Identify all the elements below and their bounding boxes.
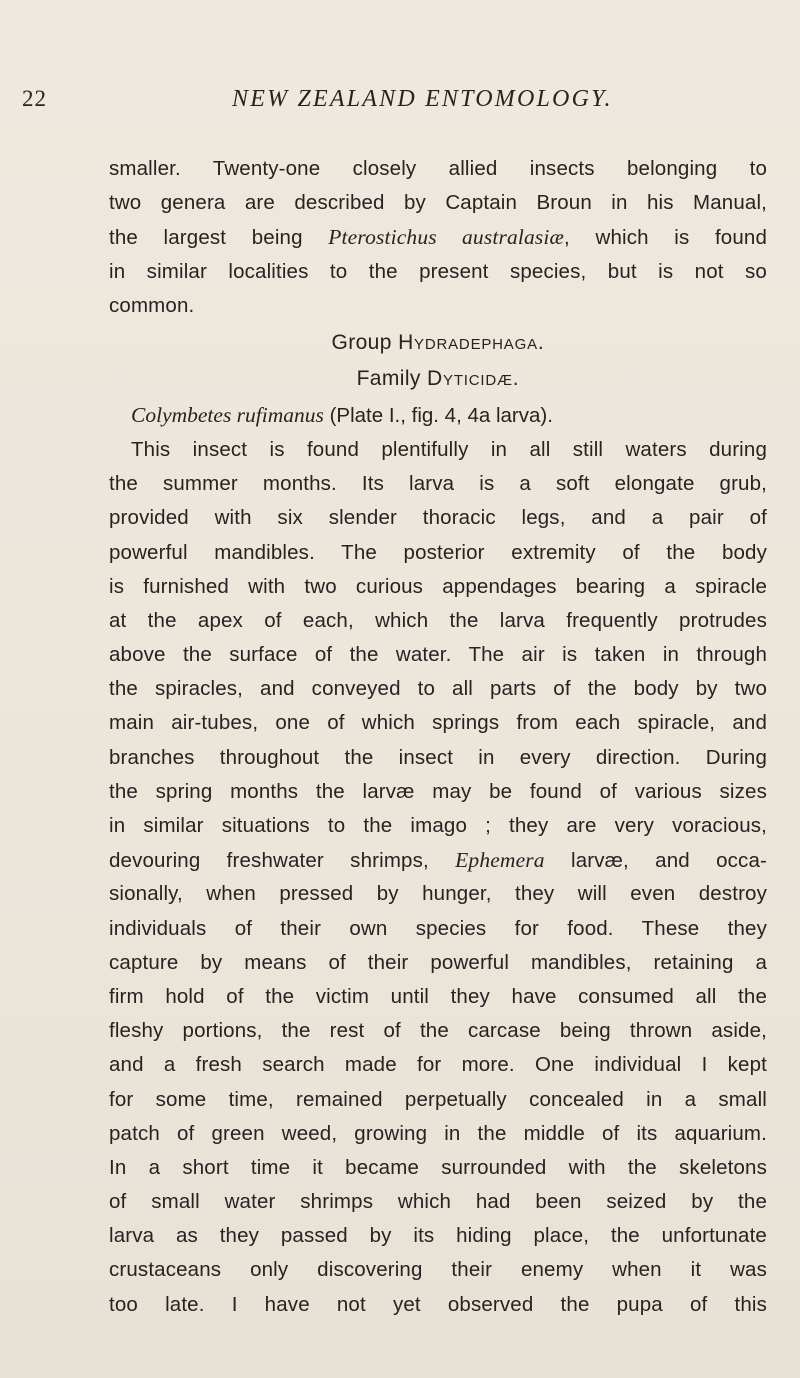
page-number: 22 bbox=[22, 86, 47, 111]
species-name-italic: Pterostichus australasiæ bbox=[328, 225, 565, 250]
plate-reference: (Plate I., fig. 4, 4a larva). bbox=[323, 403, 553, 427]
text-line: is furnished with two curious appendages bearing a spiracle bbox=[109, 574, 767, 598]
text-line: for some time, remained perpetually concealed in a small bbox=[109, 1087, 767, 1111]
text-line: in similar localities to the present species, but is not so bbox=[109, 259, 767, 283]
text-line: capture by means of their powerful mandibles, retaining a bbox=[109, 950, 767, 974]
text-line: main air-tubes, one of which springs from each spiracle, and bbox=[109, 711, 767, 735]
main-paragraph bbox=[109, 433, 767, 1322]
intro-paragraph bbox=[109, 152, 767, 323]
text-line: firm hold of the victim until they have consumed all the bbox=[109, 984, 767, 1008]
text-line: too late. I have not yet observed the pupa of this bbox=[109, 1292, 767, 1316]
species-name: Colymbetes rufimanus bbox=[131, 402, 324, 427]
text-line: larva as they passed by its hiding place, the unfortunate bbox=[109, 1224, 767, 1248]
text-line: of small water shrimps which had been seized by the bbox=[109, 1190, 767, 1214]
text-line: two genera are described by Captain Broun in his Manual, bbox=[109, 191, 767, 215]
text-line: in similar situations to the imago ; they are very voracious, bbox=[109, 814, 767, 837]
family-heading bbox=[109, 361, 767, 397]
text-line: individuals of their own species for food. These they bbox=[109, 916, 767, 940]
species-heading bbox=[109, 397, 767, 433]
genus-name-italic: Ephemera bbox=[455, 848, 545, 873]
text-line: patch of green weed, growing in the middle of its aquarium. bbox=[109, 1121, 767, 1145]
text-line bbox=[109, 220, 767, 254]
family-name: Dyticidæ. bbox=[427, 366, 520, 390]
group-name: Hydradephaga. bbox=[398, 330, 545, 354]
text-line: crustaceans only discovering their enemy when it was bbox=[109, 1258, 767, 1282]
text-line: the summer months. Its larva is a soft elongate grub, bbox=[109, 472, 767, 496]
text-run: devouring freshwater shrimps, bbox=[109, 849, 456, 873]
text-line: above the surface of the water. The air is taken in through bbox=[109, 643, 767, 667]
text-line: sionally, when pressed by hunger, they will even destroy bbox=[109, 882, 767, 906]
group-label: Group bbox=[331, 330, 392, 354]
running-title: NEW ZEALAND ENTOMOLOGY. bbox=[232, 86, 613, 112]
group-heading bbox=[109, 325, 767, 361]
text-run: the largest being bbox=[109, 226, 329, 250]
text-line: at the apex of each, which the larva frequently protrudes bbox=[109, 608, 767, 632]
text-line: powerful mandibles. The posterior extremity of the body bbox=[109, 540, 767, 564]
text-run: , which is found bbox=[564, 226, 768, 250]
text-line: branches throughout the insect in every direction. During bbox=[109, 745, 767, 769]
body-text bbox=[109, 152, 767, 1322]
text-line: smaller. Twenty-one closely allied insects belonging to bbox=[109, 157, 767, 180]
text-line: This insect is found plentifully in all still waters during bbox=[131, 437, 767, 461]
text-run: larvæ, and occa- bbox=[544, 849, 767, 873]
text-line: In a short time it became surrounded with the skeletons bbox=[109, 1155, 767, 1179]
text-line: provided with six slender thoracic legs, and a pair of bbox=[109, 506, 767, 530]
text-line bbox=[109, 843, 767, 877]
text-line: the spiracles, and conveyed to all parts of the body by two bbox=[109, 677, 767, 701]
family-label: Family bbox=[356, 366, 421, 390]
text-line: common. bbox=[109, 293, 195, 317]
text-line: fleshy portions, the rest of the carcase being thrown aside, bbox=[109, 1019, 767, 1043]
text-line: and a fresh search made for more. One individual I kept bbox=[109, 1053, 767, 1077]
text-line: the spring months the larvæ may be found of various sizes bbox=[109, 779, 767, 803]
running-head bbox=[0, 86, 800, 120]
